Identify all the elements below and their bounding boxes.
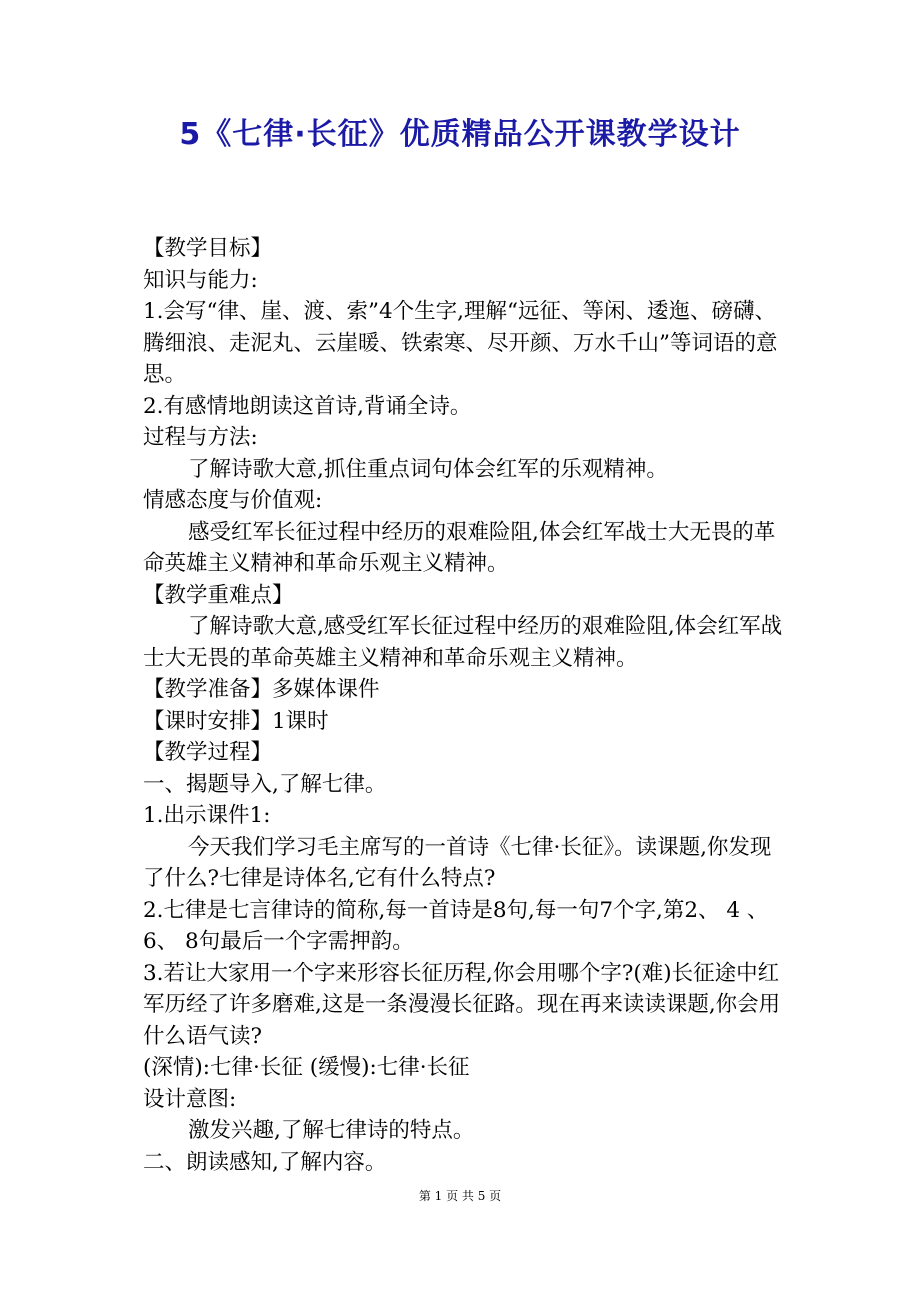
paragraph-one-word: 3.若让大家用一个字来形容长征历程,你会用哪个字?(难)长征途中红军历经了许多磨难,这是一条漫漫长征路。现在再来读读课题,你会用什么语气读?	[143, 960, 781, 1049]
subheading-emotion: 情感态度与价值观:	[143, 488, 323, 513]
paragraph-courseware-1: 1.出示课件1:	[143, 803, 271, 828]
document-body	[143, 233, 783, 1178]
paragraph-qilv-definition: 2.七律是七言律诗的简称,每一首诗是8句,每一句7个字,第2、 4 、6、 8句最后一个字需押韵。	[143, 897, 769, 954]
paragraph-process: 了解诗歌大意,抓住重点词句体会红军的乐观精神。	[188, 456, 668, 482]
paragraph-design-intent: 激发兴趣,了解七律诗的特点。	[188, 1118, 475, 1143]
paragraph-objective-2: 2.有感情地朗读这首诗,背诵全诗。	[143, 393, 472, 419]
section-heading-objectives: 【教学目标】	[143, 236, 273, 261]
subheading-design-intent: 设计意图:	[143, 1086, 237, 1112]
paragraph-reading-tones: (深情):七律·长征 (缓慢):七律·长征	[143, 1055, 470, 1080]
section-heading-schedule: 【课时安排】1课时	[143, 708, 329, 734]
section-heading-key-points: 【教学重难点】	[143, 582, 294, 608]
paragraph-emotion: 感受红军长征过程中经历的艰难险阻,体会红军战士大无畏的革命英雄主义精神和革命乐观主义精神。	[143, 519, 776, 576]
paragraph-objective-1: 1.会写“律、崖、渡、索”4个生字,理解“远征、等闲、逶迤、磅礴、腾细浪、走泥丸、云崖暖、铁索寒、尽开颜、万水千山”等词语的意思。	[143, 299, 778, 387]
section-heading-process: 【教学过程】	[143, 740, 273, 765]
step-heading-2: 二、朗读感知,了解内容。	[143, 1149, 387, 1175]
section-heading-preparation: 【教学准备】多媒体课件	[143, 677, 380, 702]
paragraph-key-points: 了解诗歌大意,感受红军长征过程中经历的艰难险阻,体会红军战士大无畏的革命英雄主义精神和革命乐观主义精神。	[143, 614, 783, 671]
subheading-process: 过程与方法:	[143, 425, 258, 450]
paragraph-intro: 今天我们学习毛主席写的一首诗《七律·长征》。读课题,你发现了什么?七律是诗体名,它有什么特点?	[143, 834, 772, 891]
step-heading-1: 一、揭题导入,了解七律。	[143, 771, 387, 797]
document-title: 5《七律·长征》优质精品公开课教学设计	[179, 117, 741, 152]
page-footer: 第 1 页 共 5 页	[418, 1189, 502, 1203]
subheading-knowledge: 知识与能力:	[143, 267, 258, 293]
